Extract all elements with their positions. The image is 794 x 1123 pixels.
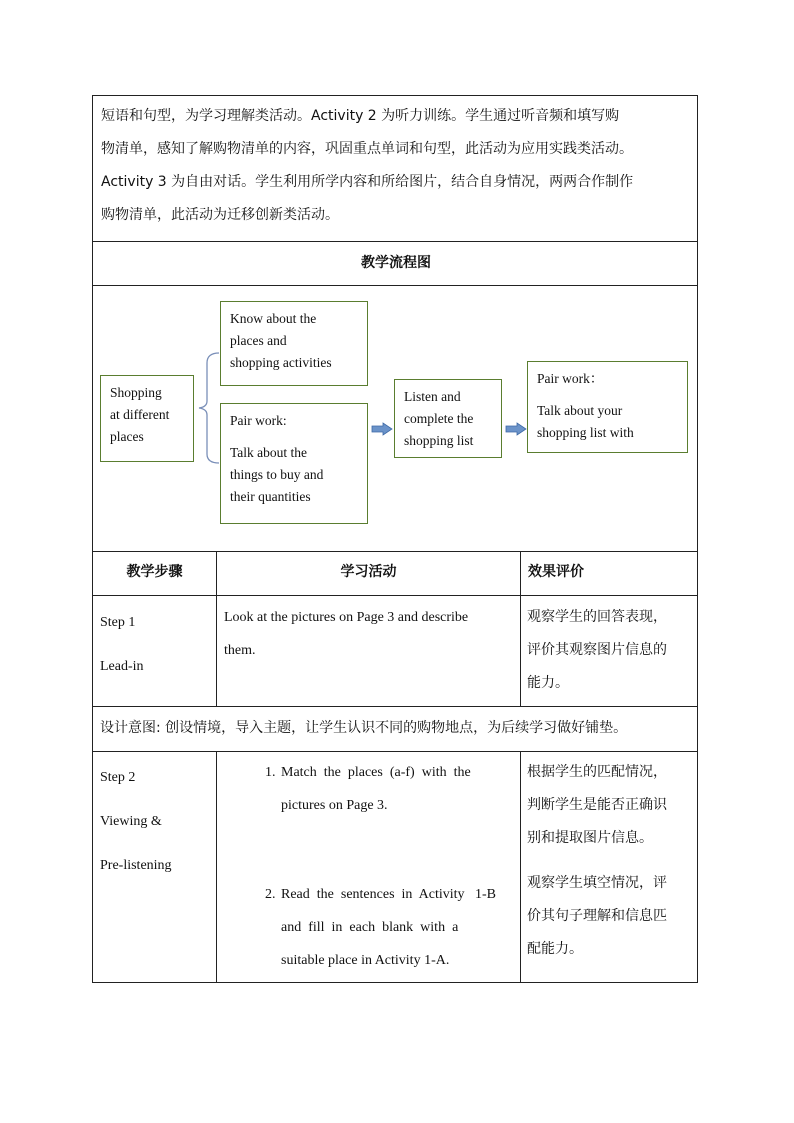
flow-box-shopping (100, 375, 194, 462)
flow-box-line: shopping list with (537, 425, 634, 440)
col-divider (520, 551, 521, 706)
eval-line: 观察学生填空情况，评 (527, 875, 667, 891)
activity-line: suitable place in Activity 1-A. (281, 953, 450, 968)
step2-evaluation-2 (527, 867, 695, 966)
eval-line: 能力。 (527, 675, 569, 691)
step-name: Step 1 (100, 615, 136, 630)
flow-box-line: Talk about the (230, 445, 308, 460)
step2-activity-1 (281, 756, 513, 822)
flow-box-line: their quantities (230, 489, 311, 504)
flow-box-line: Talk about your (537, 403, 623, 418)
flowchart-title: 教学流程图 (361, 255, 431, 271)
row-divider (93, 285, 697, 286)
intro-line: 购物清单，此活动为迁移创新类活动。 (101, 207, 339, 223)
eval-line: 配能力。 (527, 941, 583, 957)
step1-evaluation (527, 601, 695, 700)
activity-line: Read the sentences in Activity 1-B (281, 887, 497, 902)
activity-number: 1. (265, 765, 276, 780)
step-name: Step 2 (100, 770, 136, 785)
intro-text (101, 100, 693, 232)
row-divider (93, 595, 697, 596)
eval-line: 评价其观察图片信息的 (527, 642, 667, 658)
arrow-right-icon (371, 422, 393, 436)
flow-box-line: places and (230, 333, 287, 348)
activity-number: 2. (265, 887, 276, 902)
flow-box-line: places (110, 429, 144, 444)
row-divider (93, 551, 697, 552)
activity-line: pictures on Page 3. (281, 798, 388, 813)
flow-box-line: at different (110, 407, 170, 422)
step-sub: Viewing & (100, 814, 162, 829)
eval-line: 价其句子理解和信息匹 (527, 908, 667, 924)
col-divider (520, 751, 521, 983)
flow-box-line: Shopping (110, 385, 162, 400)
activity-line: Match the places (a-f) with the (281, 765, 471, 780)
flow-box-line: complete the (404, 411, 474, 426)
intro-line: 短语和句型，为学习理解类活动。Activity 2 为听力训练。学生通过听音频和填写购 (101, 108, 620, 124)
step2-cell (100, 756, 172, 888)
header-activities: 学习活动 (340, 564, 397, 580)
intro-line: Activity 3 为自由对话。学生利用所学内容和所给图片，结合自身情况，两两合作制作 (101, 174, 634, 190)
flow-box-pair-work-2 (527, 361, 688, 453)
row-divider (93, 706, 697, 707)
header-evaluation: 效果评价 (528, 564, 584, 580)
step1-cell (100, 601, 144, 689)
step-sub: Lead-in (100, 659, 144, 674)
col-divider (216, 751, 217, 983)
eval-line: 根据学生的匹配情况， (527, 764, 667, 780)
flow-box-know (220, 301, 368, 386)
activity-line: and fill in each blank with a (281, 920, 459, 935)
flow-box-pair-work-1 (220, 403, 368, 524)
activity-line: Look at the pictures on Page 3 and describe (224, 610, 469, 625)
header-steps: 教学步骤 (126, 564, 183, 580)
eval-line: 别和提取图片信息。 (527, 830, 653, 846)
flow-box-line: Know about the (230, 311, 317, 326)
design-intent: 设计意图: 创设情境，导入主题，让学生认识不同的购物地点，为后续学习做好铺垫。 (100, 720, 628, 736)
intro-line: 物清单，感知了解购物清单的内容，巩固重点单词和句型，此活动为应用实践类活动。 (101, 141, 633, 157)
step-sub: Pre-listening (100, 858, 172, 873)
row-divider (93, 241, 697, 242)
flow-box-title: Pair work： (537, 371, 604, 386)
arrow-right-icon (505, 422, 527, 436)
eval-line: 观察学生的回答表现， (527, 609, 667, 625)
activity-line: them. (224, 643, 256, 658)
row-divider (93, 751, 697, 752)
flow-box-line: things to buy and (230, 467, 324, 482)
step2-evaluation-1 (527, 756, 695, 855)
flow-box-listen (394, 379, 502, 458)
flow-box-line: Listen and (404, 389, 461, 404)
eval-line: 判断学生是能否正确识 (527, 797, 667, 813)
flow-box-line: shopping list (404, 433, 474, 448)
lesson-plan-table (92, 95, 698, 983)
flow-box-line: shopping activities (230, 355, 332, 370)
step2-activity-2 (281, 878, 513, 977)
flow-box-title: Pair work: (230, 413, 287, 428)
step1-activity (224, 601, 514, 667)
